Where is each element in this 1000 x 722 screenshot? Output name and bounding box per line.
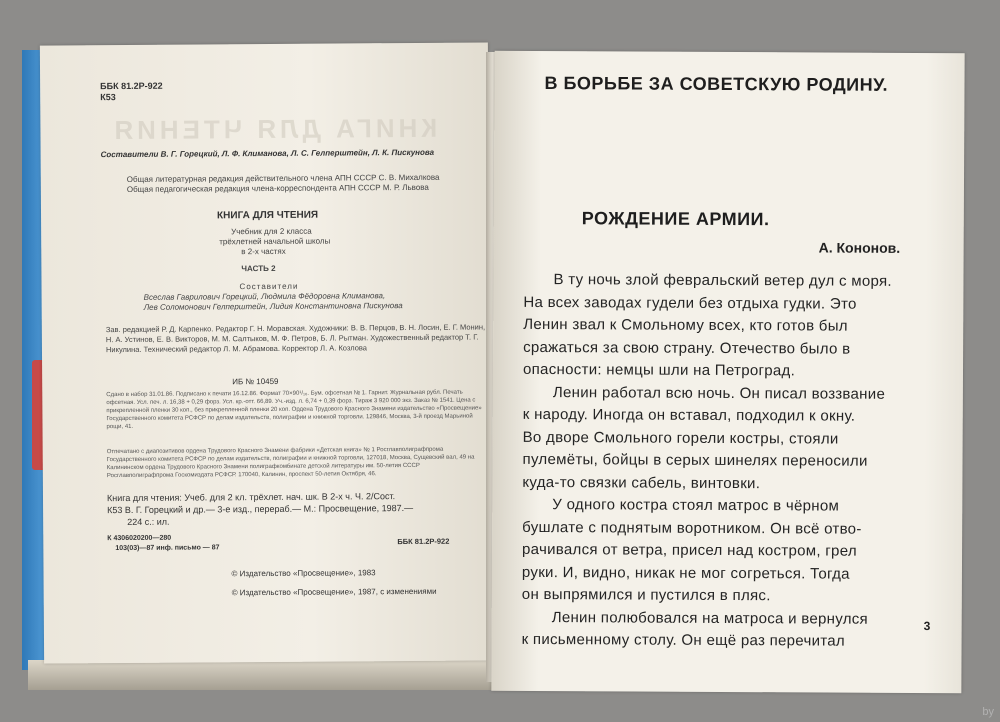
story-line: Ленин работал всю ночь. Он писал воззвание: [552, 383, 886, 403]
story-line: У одного костра стоял матрос в чёрном: [552, 496, 840, 515]
story-line: Во дворе Смольного горели костры, стояли: [522, 428, 839, 448]
story-line: куда-то связки сабель, винтовки.: [522, 473, 761, 492]
book-title: КНИГА ДЛЯ ЧТЕНИЯ: [217, 209, 319, 222]
editorial-line-1: Общая литературная редакция действительного члена АПН СССР С. В. Михалкова: [126, 172, 440, 184]
story-line: В ту ночь злой февральский ветер дул с моря.: [553, 271, 892, 290]
story-line: пулемёты, бойцы в серых шинелях переносили: [522, 450, 868, 470]
story-line: сражаться за свою страну. Отечество было в: [523, 338, 851, 358]
bbk-code: ББК 81.2Р-922: [100, 80, 163, 92]
book-bottom-edge: [28, 660, 498, 690]
compilers-full-2: Лев Соломонович Гелперштейн, Лидия Константиновна Пискунова: [143, 301, 403, 312]
story-line: он выпрямился и пустился в пляс.: [521, 585, 771, 605]
subtitle-line-2: трёхлетней начальной школы: [219, 236, 331, 247]
compilers-heading: Составители: [239, 281, 299, 292]
print-info: Сдано в набор 31.01.86. Подписано к печати 16.12.86. Формат 70×90¹/₁₆. Бум. офсетная № 1. Гарнит. Журнальная рубл. Печать офсетная. Усл. печ. л. 16,38 + 0,29 форз. Усл. кр.-отт. 66,89. Уч.-изд. л. 6,74 + 0,39 форз. Тираж 3 920 000 экз. Заказ № 1541. Цена с прикрепленной пленки 30 коп., без прикрепленной пленки 20 коп. Ордена Трудового Красного Знамени издательство «Просвещение» Государственного комитета РСФСР по делам издательств, полиграфии и книжной торговли. 129846, Москва, 3-й проезд Марьиной рощи, 41.: [106, 389, 482, 431]
story-line: бушлате с поднятым воротником. Он всё отво-: [522, 518, 862, 538]
catalog-line-3: 224 с.: ил.: [127, 516, 170, 527]
copyright-1983: © Издательство «Просвещение», 1983: [231, 568, 376, 579]
story-line: Ленин звал к Смольному всех, кто готов был: [523, 315, 848, 335]
isbn-line-1: К 4306020200—280: [107, 534, 172, 543]
story-body: [522, 269, 954, 654]
story-line: опасности: немцы шли на Петроград.: [522, 360, 796, 380]
story-line: Ленин полюбовался на матроса и вернулся: [551, 608, 869, 628]
isbn-line-2: 103(03)—87 инф. письмо — 87: [115, 544, 220, 553]
story-line: руки. И, видно, никак не мог согреться. Тогда: [521, 563, 850, 583]
printing-note: Отпечатано с диапозитивов ордена Трудового Красного Знамени фабрики «Детская книга» № 1 Росглавполиграфпрома Государственного комитета РСФСР по делам издательств, полиграфии и книжной торговли, 127018, Москва, Сущевский вал, 49 на Калининском ордена Трудового Красного Знамени полиграфкомбинате детской литературы им. 50-летия СССР Росглавполиграфпрома Госкомиздата РСФСР. 170040, Калинин, проспект 50-летия Октября, 46.: [106, 446, 475, 480]
catalog-line-1: Книга для чтения: Учеб. для 2 кл. трёхлет. нач. шк. В 2-х ч. Ч. 2/Сост.: [106, 491, 396, 504]
story-line: На всех заводах гудели без отдыха гудки. Это: [523, 293, 857, 313]
bbk-code-bottom: ББК 81.2Р-922: [397, 536, 450, 547]
story-line: рачивался от ветра, присел над костром, грел: [522, 540, 857, 560]
page-number: 3: [923, 619, 931, 634]
copyright-1987: © Издательство «Просвещение», 1987, с изменениями: [231, 586, 437, 598]
story-line: к письменному столу. Он ещё раз перечитал: [521, 630, 846, 650]
right-page: [491, 51, 964, 693]
watermark: by: [982, 706, 994, 718]
story-line: к народу. Иногда он вставал, подходил к окну.: [522, 405, 856, 425]
author-mark: К53: [100, 92, 116, 103]
bleed-through-title: КНИГА ДЛЯ ЧТЕНИЯ: [110, 112, 438, 146]
left-page: [40, 42, 492, 663]
ib-number: ИБ № 10459: [232, 376, 279, 387]
story-author: А. Кононов.: [818, 239, 901, 256]
subtitle-line-3: в 2-х частях: [241, 246, 286, 257]
editorial-line-2: Общая педагогическая редакция члена-корреспондента АПН СССР М. Р. Львова: [126, 182, 429, 194]
staff-credits: Зав. редакцией Р. Д. Карпенко. Редактор Г. Н. Моравская. Художники: В. В. Перцов, В. Н. Лосин, Е. Г. Монин, Н. А. Устинов, Е. В. Викторов, М. М. Салтыков, М. Ф. Петров, Б. Л. Рытман. Художественный редактор Т. Г. Никулина. Технический редактор Л. М. Абрамова. Корректор Л. А. Козлова: [105, 322, 486, 355]
compilers-line: Составители В. Г. Горецкий, Л. Ф. Климанова, Л. С. Гелперштейн, Л. К. Пискунова: [100, 147, 435, 160]
part-label: ЧАСТЬ 2: [241, 263, 276, 274]
story-title: РОЖДЕНИЕ АРМИИ.: [581, 208, 770, 230]
catalog-line-2: К53 В. Г. Горецкий и др.— 3-е изд., перераб.— М.: Просвещение, 1987.—: [107, 502, 414, 516]
subtitle-line-1: Учебник для 2 класса: [231, 226, 312, 237]
chapter-heading: В БОРЬБЕ ЗА СОВЕТСКУЮ РОДИНУ.: [544, 73, 889, 95]
compilers-full-1: Всеслав Гаврилович Горецкий, Людмила Фёдоровна Климанова,: [143, 291, 386, 302]
